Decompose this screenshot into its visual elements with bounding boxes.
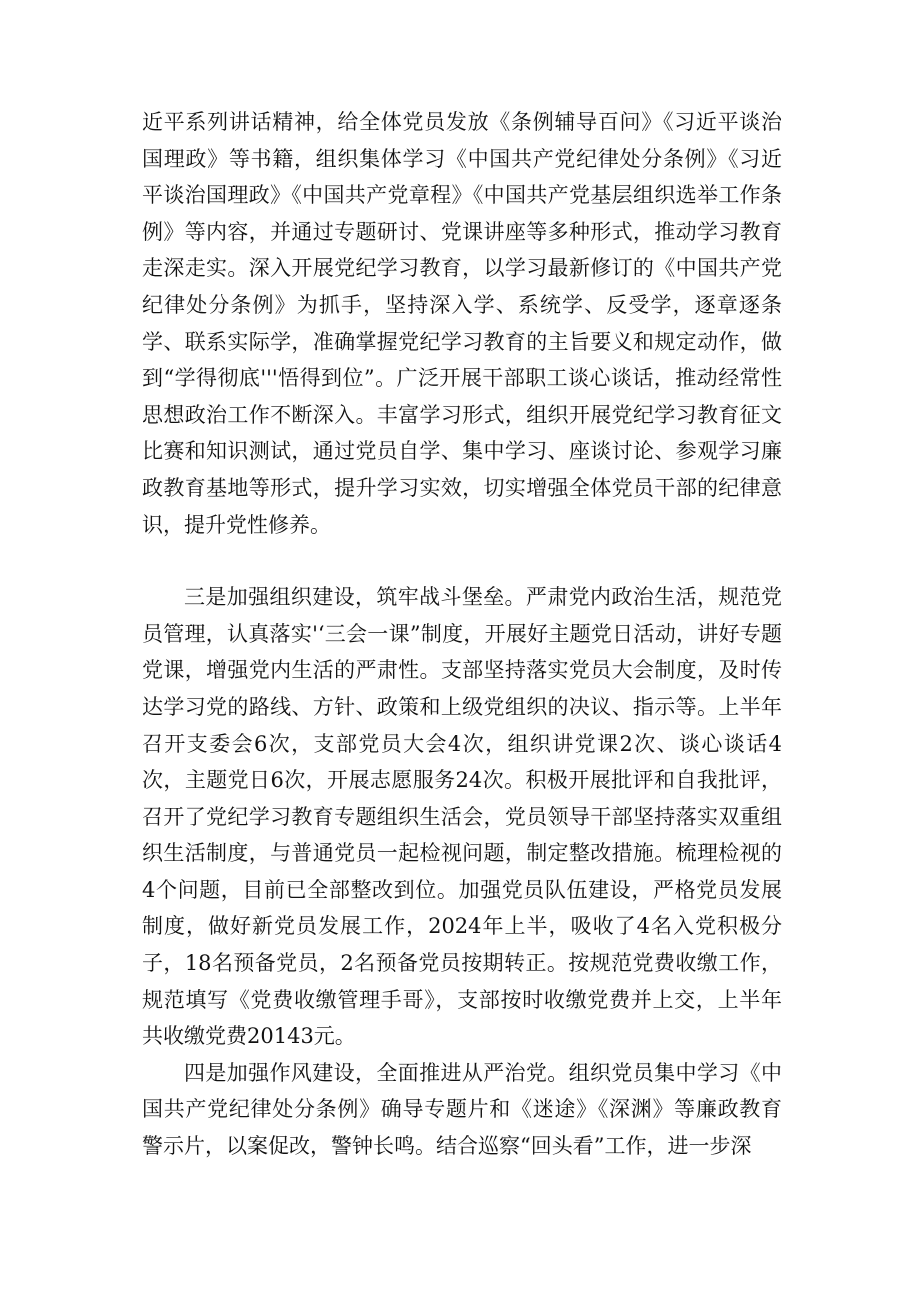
paragraph-work-style-building: 四是加强作风建设，全面推进从严治党。组织党员集中学习《中国共产党纪律处分条例》确导专题片和《迷途》《深渊》等廉政教育警示片，以案促改，警钟长鸣。结合巡察“回头看”工作，进一步深 [142,1060,782,1159]
paragraph-study-education-continued: 近平系列讲话精神，给全体党员发放《条例辅导百问》《习近平谈治国理政》等书籍，组织集体学习《中国共产党纪律处分条例》《习近平谈治国理政》《中国共产党章程》《中国共产党基层组织选举工作条例》等内容，并通过专题研讨、党课讲座等多种形式，推动学习教育走深走实。深入开展党纪学习教育，以学习最新修订的《中国共产党纪律处分条例》为抓手，坚持深入学、系统学、反受学，逐章逐条学、联系实际学，准确掌握党纪学习教育的主旨要义和规定动作，做到“学得彻底'''悟得到位”。广泛开展干部职工谈心谈话，推动经常性思想政治工作不断深入。丰富学习形式，组织开展党纪学习教育征文比赛和知识测试，通过党员自学、集中学习、座谈讨论、参观学习廉政教育基地等形式，提升学习实效，切实增强全体党员干部的纪律意识，提升党性修养。 [142,110,782,537]
document-body [142,104,782,1165]
paragraph-organization-building: 三是加强组织建设，筑牢战斗堡垒。严肃党内政治生活，规范党员管理，认真落实'‘三会一课”制度，开展好主题党日活动，讲好专题党课，增强党内生活的严肃性。支部坚持落实党员大会制度，及时传达学习党的路线、方针、政策和上级党组织的决议、指示等。上半年召开支委会6次，支部党员大会4次，组织讲党课2次、谈心谈话4次，主题党日6次，开展志愿服务24次。积极开展批评和自我批评，召开了党纪学习教育专题组织生活会，党员领导干部坚持落实双重组织生活制度，与普通党员一起检视问题，制定整改措施。梳理检视的4个问题，目前已全部整改到位。加强党员队伍建设，严格党员发展制度，做好新党员发展工作，2024年上半，吸收了4名入党积极分子，18名预备党员，2名预备党员按期转正。按规范党费收缴工作，规范填写《党费收缴管理手哥》，支部按时收缴党费并上交，上半年共收缴党费20143元。 [142,585,782,1049]
